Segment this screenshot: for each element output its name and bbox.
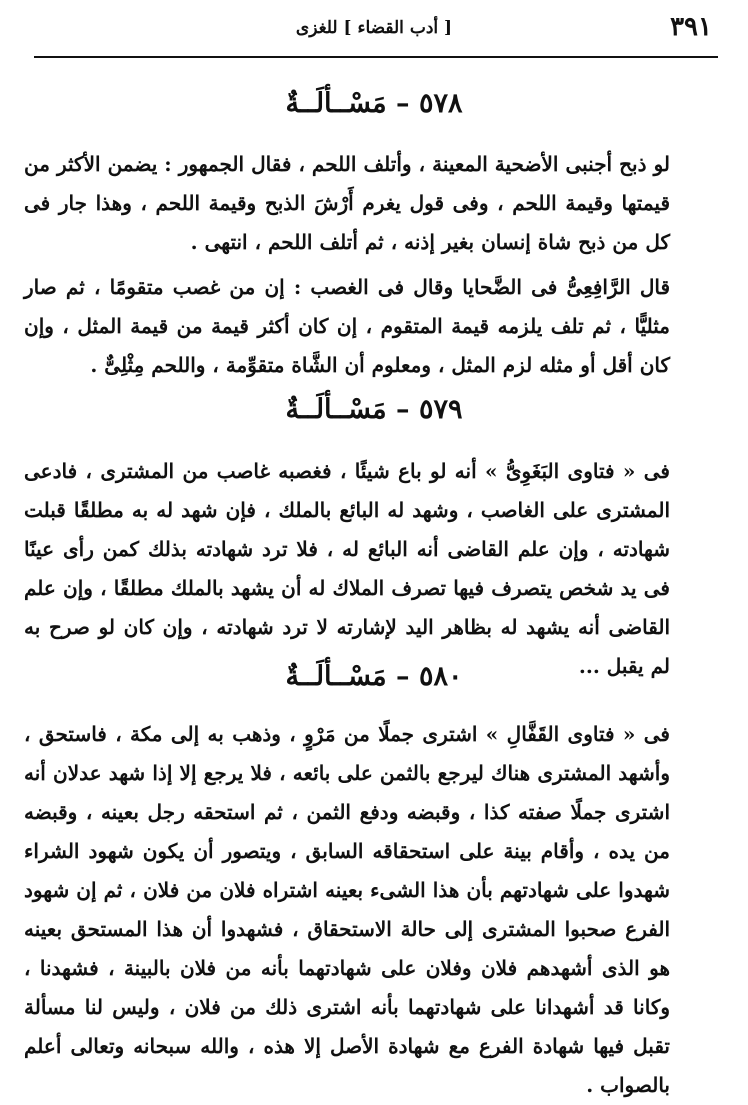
header-divider <box>34 56 718 58</box>
running-title: [ أدب القضاء ] للغزى <box>295 18 453 38</box>
page-number: ٣٩١ <box>670 12 712 42</box>
paragraph-579-1: فى « فتاوى البَغَوِىُّ » أنه لو باع شيئًا ، فغصبه غاصب من المشترى ، فادعى المشترى على الغاصب ، وشهد له البائع بالملك ، فإن شهد له به مطلقًا قبلت شهادته ، وإن علم القاضى أنه البائع له ، فلا ترد شهادته بذلك كمن رأى عينًا فى يد شخص يتصرف فيها تصرف الملاك له أن يشهد بالملك مطلقًا ، وإن علم القاضى أنه يشهد له بظاهر اليد لإشارته لا ترد شهادته ، وإن كان لو صرح به لم يقبل ... <box>24 459 670 678</box>
page-header <box>30 10 718 46</box>
paragraph-580-1: فى « فتاوى القَفَّالِ » اشترى جملًا من مَرْوٍ ، وذهب به إلى مكة ، فاستحق ، وأشهد المشترى هناك ليرجع بالثمن على بائعه ، فلا يرجع إلا إذا شهد عدلان أنه اشترى جملًا صفته كذا ، وقبضه ودفع الثمن ، ثم استحقه رجل بعينه ، وقبضه من يده ، وأقام بينة على استحقاقه السابق ، ويتصور أن يكون شهود الشراء شهدوا على شهادتهم بأن هذا الشىء بعينه اشتراه فلان من فلان ، ثم إن شهود الفرع صحبوا المشترى إلى حالة الاستحقاق ، فشهدوا أن هذا المستحق بعينه هو الذى أشهدهم فلان وفلان على شهادتهما بأنه من فلان بالبينة ، فشهدنا ، وكانا قد أشهدانا على شهادتهما بأنه اشترى ذلك من فلان ، وليس لنا مسألة تقبل فيها شهادة الفرع مع شهادة الأصل إلا هذه ، والله سبحانه وتعالى أعلم بالصواب . <box>24 722 670 1097</box>
paragraph-578-1: لو ذبح أجنبى الأضحية المعينة ، وأتلف اللحم ، فقال الجمهور : يضمن الأكثر من قيمتها وقيمة اللحم ، وفى قول يغرم أَرْشَ الذبح وقيمة اللحم ، وهذا جار فى كل من ذبح شاة إنسان بغير إذنه ، ثم أتلف اللحم ، انتهى . <box>24 152 670 254</box>
section-heading-579: ٥٧٩ – مَسْــألَــةٌ <box>285 394 463 425</box>
paragraph-578-2: قال الرَّافِعِىُّ فى الضَّحايا وقال فى الغصب : إن من غصب متقومًا ، ثم صار مثليًّا ، ثم تلف يلزمه قيمة المتقوم ، إن كان أكثر قيمة من قيمة المثل ، وإن كان أقل أو مثله لزم المثل ، ومعلوم أن الشَّاة متقوِّمة ، واللحم مِثْلِىٌّ . <box>24 275 670 377</box>
section-heading-578: ٥٧٨ – مَسْــألَــةٌ <box>285 88 463 119</box>
section-heading-580: ٥٨٠ – مَسْــألَــةٌ <box>285 661 463 692</box>
